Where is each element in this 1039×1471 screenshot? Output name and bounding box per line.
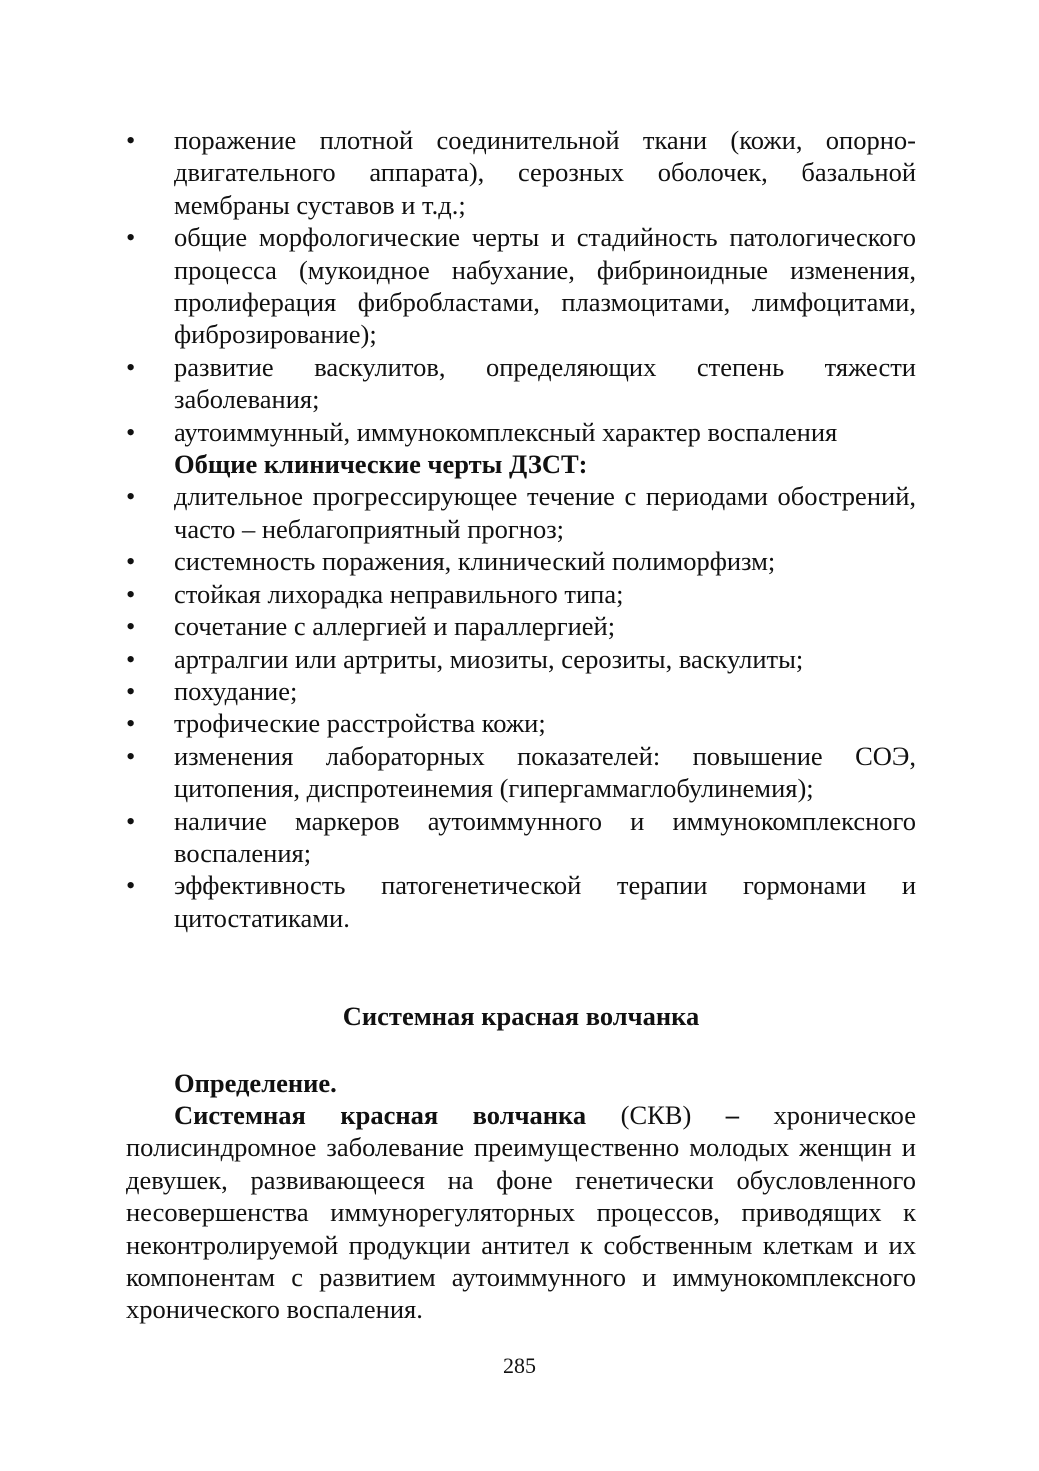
list-item-text: стойкая лихорадка неправильного типа; [174,578,624,609]
list-item-text: длительное прогрессирующее течение с периодами обострений, часто – неблагоприятный прогноз; [174,481,916,544]
list-item [126,124,916,221]
bullet-icon: • [126,222,136,253]
clinical-features-heading: Общие клинические черты ДЗСТ: [174,449,588,480]
bullet-icon: • [126,708,136,739]
list-item [126,675,916,707]
clinical-features-list [126,480,916,934]
bullet-icon: • [126,805,136,836]
page-number: 285 [503,1353,536,1378]
definition-term: Системная красная волчанка [174,1099,587,1130]
bullet-icon: • [126,481,136,512]
bullet-icon: • [126,578,136,609]
list-item-text: общие морфологические черты и стадийность патологического процесса (мукоидное набухание, фибриноидные изменения, пролиферация фибробластами, плазмоцитами, лимфоцитами, фиброзирование); [174,222,916,350]
bullet-icon: • [126,740,136,771]
list-item-text: поражение плотной соединительной ткани (кожи, опорно-двигательного аппарата), серозных оболочек, базальной мембраны суставов и т.д.; [174,125,916,220]
list-item [126,805,916,870]
list-item [126,351,916,416]
list-item [126,707,916,739]
list-item [126,545,916,577]
list-item [126,643,916,675]
bullet-icon: • [126,416,136,447]
list-item-text: аутоиммунный, иммунокомплексный характер воспаления [174,416,838,447]
definition-paragraph [126,1099,916,1326]
bullet-icon: • [126,546,136,577]
bullet-icon: • [126,611,136,642]
list-item [126,740,916,805]
definition-heading: Определение. [174,1067,337,1098]
features-list [126,124,916,448]
list-item-text: трофические расстройства кожи; [174,708,546,739]
list-item [126,578,916,610]
definition-abbr: (СКВ) [586,1099,726,1130]
list-item-text: эффективность патогенетической терапии гормонами и цитостатиками. [174,870,916,933]
list-item [126,221,916,351]
list-item-text: изменения лабораторных показателей: повышение СОЭ, цитопения, диспротеинемия (гипергаммаглобулинемия); [174,740,916,804]
list-item [126,610,916,642]
definition-text: хроническое полисиндромное заболевание преимущественно молодых женщин и девушек, развивающееся на фоне генетически обусловленного несовершенства иммунорегуляторных процессов, приводящих к неконтролируемой продукции антител к собственным клеткам и их компонентам с развитием аутоиммунного и иммунокомплексного хронического воспаления. [126,1099,916,1325]
bullet-icon: • [126,125,136,155]
bullet-icon: • [126,870,136,901]
section-title: Системная красная волчанка [342,1001,700,1032]
bullet-icon: • [126,351,136,382]
list-item-text: похудание; [174,675,298,706]
list-item-text: сочетание с аллергией и параллергией; [174,611,616,642]
list-item-text: наличие маркеров аутоиммунного и иммунокомплексного воспаления; [174,805,916,868]
bullet-icon: • [126,643,136,674]
list-item [126,869,916,934]
list-item-text: артралгии или артриты, миозиты, серозиты, васкулиты; [174,643,804,674]
bullet-icon: • [126,675,136,706]
list-item [126,480,916,545]
page-body [126,124,916,1326]
list-item-text: развитие васкулитов, определяющих степень тяжести заболевания; [174,351,916,415]
definition-dash: – [725,1099,740,1130]
list-item-text: системность поражения, клинический полиморфизм; [174,546,776,577]
list-item [126,416,916,448]
